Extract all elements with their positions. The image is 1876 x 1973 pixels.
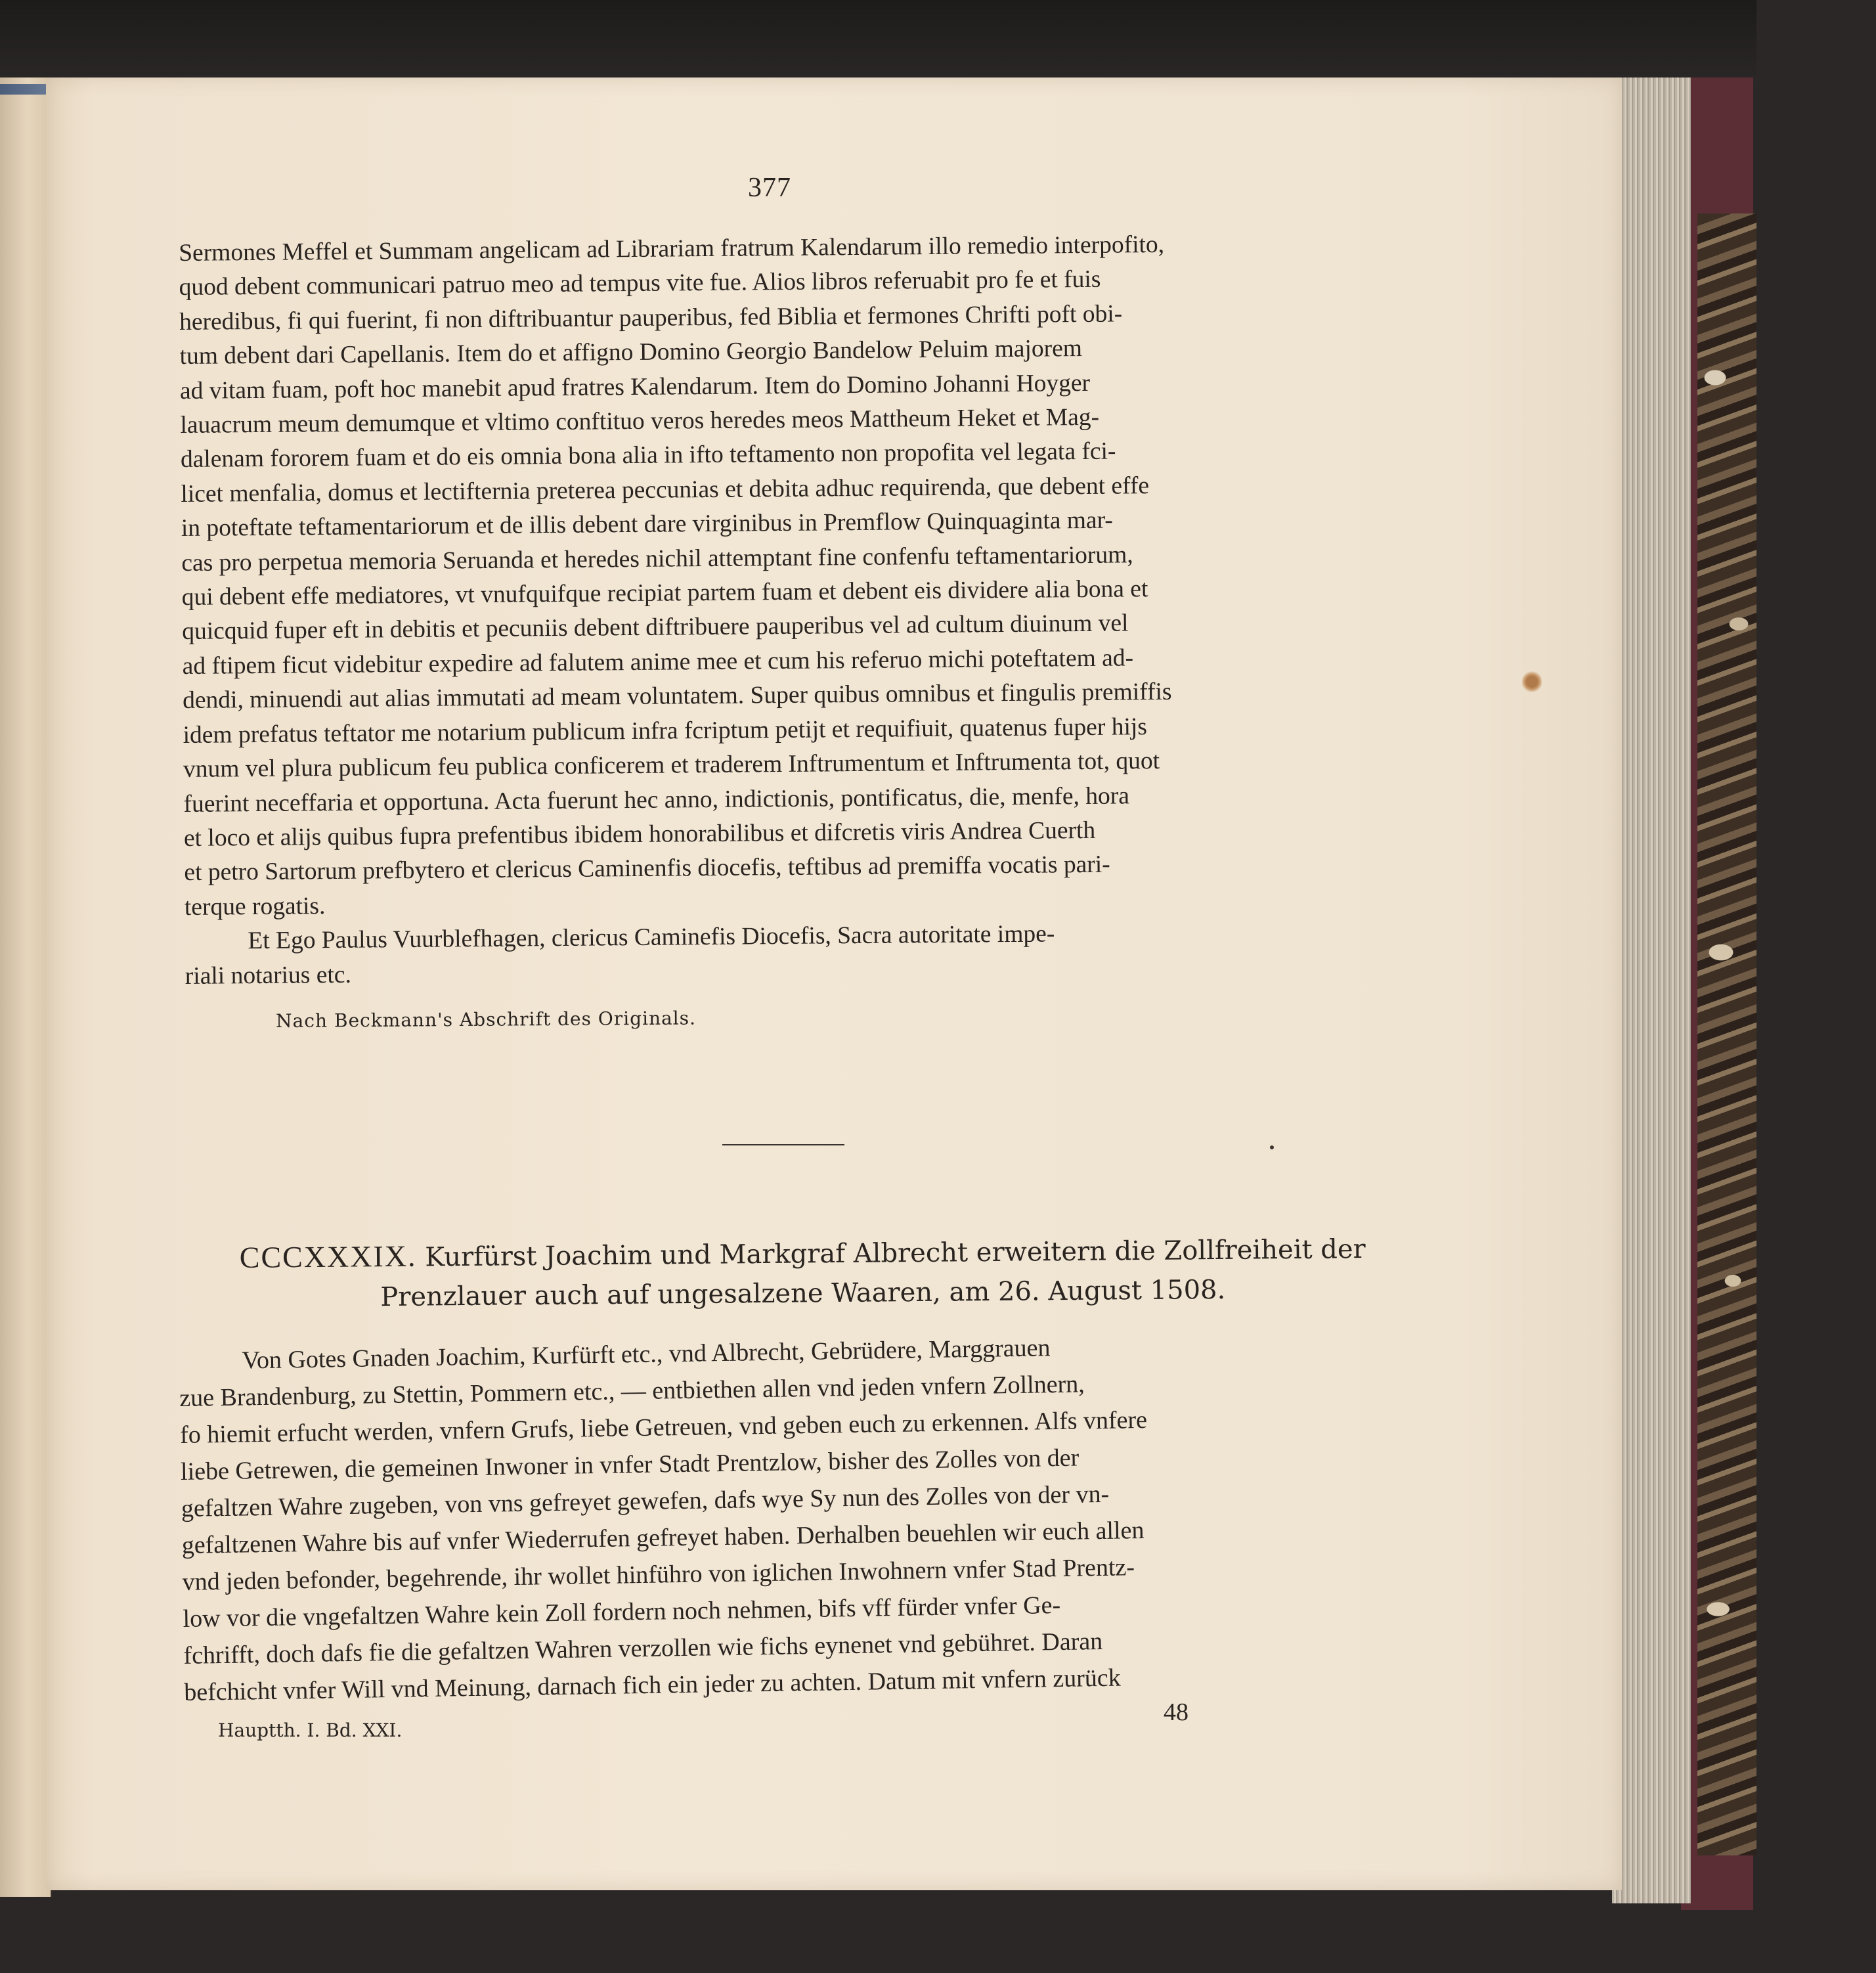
text-line: in poteftate teftamentariorum et de illis debent dare virginibus in Premflow Quinquaginta mar- — [181, 506, 1114, 543]
text-line: qui debent effe mediatores, vt vnufquifque recipiat partem fuam et debent eis dividere alia bona et — [181, 575, 1148, 611]
text-line: riali notarius etc. — [185, 961, 352, 990]
text-line: et loco et alijs quibus fupra prefentibus ibidem honorabilibus et difcretis viris Andrea Cuerth — [183, 816, 1096, 852]
text-line: vnd jeden befonder, begehrende, ihr wollet hinführo von iglichen Inwohnern vnfer Stad Prentz- — [182, 1553, 1135, 1596]
ink-dot — [1270, 1145, 1274, 1149]
text-line: quod debent communicari patruo meo ad tempus vite fue. Alios libros referuabit pro fe et fuis — [179, 266, 1101, 301]
text-line: Sermones Meffel et Summam angelicam ad Librariam fratrum Kalendarum illo remedio interpofito, — [179, 231, 1165, 267]
text-line: tum debent dari Capellanis. Item do et affigno Domino Georgio Bandelow Peluim majorem — [179, 335, 1083, 370]
text-line: terque rogatis. — [184, 892, 326, 921]
text-line: ad vitam fuam, poft hoc manebit apud fratres Kalendarum. Item do Domino Johanni Hoyger — [179, 369, 1091, 405]
text-line: licet menfalia, domus et lectifternia preterea peccunias et debita adhuc requirenda, que debent effe — [181, 472, 1150, 508]
text-line: ad ftipem ficut videbitur expedire ad falutem anime mee et cum his referuo michi poteftatem ad- — [182, 644, 1134, 680]
page-number: 377 — [748, 173, 791, 203]
text-line: Von Gotes Gnaden Joachim, Kurfürft etc., vnd Albrecht, Gebrüdere, Marggrauen — [242, 1334, 1051, 1375]
text-line: zue Brandenburg, zu Stettin, Pommern etc., — entbiethen allen vnd jeden vnfern Zollnern, — [179, 1370, 1085, 1412]
text-line: idem prefatus teftator me notarium publicum infra fcriptum petijt et requifiuit, quatenus fuper hijs — [183, 713, 1148, 749]
text-line: Et Ego Paulus Vuurblefhagen, clericus Caminefis Diocefis, Sacra autoritate impe- — [248, 920, 1055, 955]
testament-text — [179, 226, 1390, 994]
text-line: low vor die vngefaltzen Wahre kein Zoll fordern noch nehmen, bifs vff fürder vnfer Ge- — [183, 1591, 1061, 1633]
text-line: dalenam fororem fuam et do eis omnia bona alia in ifto teftamento non propofita vel legata fci- — [180, 437, 1116, 474]
text-line: fuerint neceffaria et opportuna. Acta fuerunt hec anno, indictionis, pontificatus, die, menfe, hora — [183, 782, 1130, 818]
signature-mark: 48 — [1164, 1698, 1189, 1726]
heading-line-2: Prenzlauer auch auf ungesalzene Waaren, am 26. August 1508. — [380, 1274, 1226, 1313]
text-line: gefaltzenen Wahre bis auf vnfer Wiederrufen gefreyet haben. Derhalben beuehlen wir euch allen — [181, 1516, 1145, 1559]
text-line: quicquid fuper eft in debitis et pecuniis debent diftribuere pauperibus vel ad cultum diuinum vel — [182, 610, 1129, 646]
text-line: liebe Getrewen, die gemeinen Inwoner in vnfer Stadt Prentzlow, bisher des Zolles von der — [180, 1444, 1080, 1486]
heading-line-1: Kurfürst Joachim und Markgraf Albrecht erweitern die Zollfreiheit der — [425, 1234, 1366, 1273]
charter-text — [179, 1324, 1391, 1711]
text-line: heredibus, fi qui fuerint, fi non diftribuantur pauperibus, fed Biblia et fermones Chrifti poft obi- — [179, 300, 1123, 336]
text-line: fo hiemit erfucht werden, vnfern Grufs, liebe Getreuen, vnd geben euch zu erkennen. Alfs vnfere — [179, 1406, 1148, 1449]
text-line: lauacrum meum demumque et vltimo conftituo veros heredes meos Mattheum Heket et Mag- — [180, 403, 1100, 439]
footer-volume: Hauptth. I. Bd. XXI. — [218, 1719, 403, 1741]
section-divider — [722, 1144, 844, 1145]
text-line: cas pro perpetua memoria Seruanda et heredes nichil attemptant fine confenfu teftamentariorum, — [181, 541, 1133, 577]
text-line: et petro Sartorum prefbytero et clericus Caminenfis diocefis, teftibus ad premiffa vocatis pari- — [184, 851, 1110, 887]
text-line: vnum vel plura publicum feu publica conficerem et traderem Inftrumentum et Inftrumenta tot, quot — [183, 747, 1160, 784]
text-line: fchrifft, doch dafs fie die gefaltzen Wahren verzollen wie fichs eynenet vnd gebühret. Daran — [183, 1627, 1103, 1670]
document-heading — [238, 1228, 1368, 1318]
source-note: Nach Beckmann's Abschrift des Originals. — [276, 1007, 697, 1032]
document-number: CCCXXXIX. — [239, 1239, 417, 1274]
text-line: befchicht vnfer Will vnd Meinung, darnach fich ein jeder zu achten. Datum mit vnfern zurück — [184, 1664, 1121, 1706]
text-line: dendi, minuendi aut alias immutati ad meam voluntatem. Super quibus omnibus et fingulis premiffis — [182, 678, 1172, 715]
text-line: gefaltzen Wahre zugeben, von vns gefreyet gewefen, dafs wye Sy nun des Zolles von der vn- — [181, 1480, 1110, 1522]
